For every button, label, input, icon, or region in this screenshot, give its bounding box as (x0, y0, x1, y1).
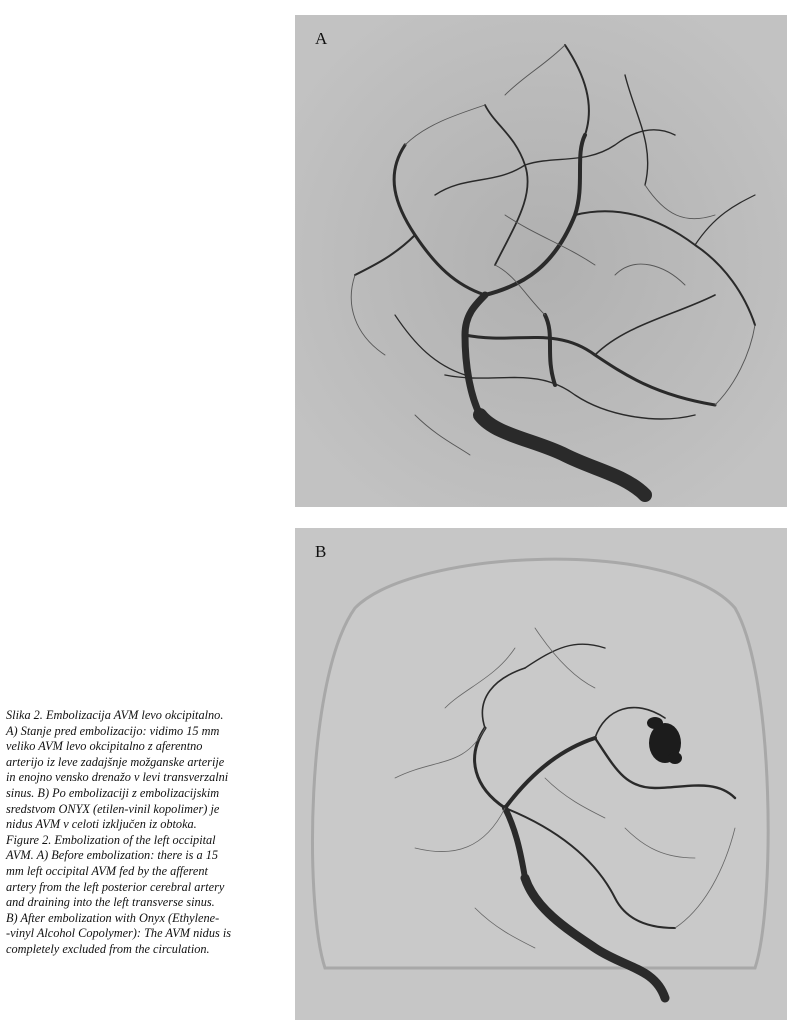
caption-line: Figure 2. Embolization of the left occipital (6, 832, 216, 847)
caption-line: artery from the left posterior cerebral artery (6, 879, 225, 894)
angiogram-panel-b (295, 528, 787, 1020)
angiogram-panel-a (295, 15, 787, 507)
caption-line: B) After embolization with Onyx (Ethylene- (6, 910, 220, 925)
caption-line: completely excluded from the circulation. (6, 941, 210, 956)
caption-line: -vinyl Alcohol Copolymer): The AVM nidus is (6, 926, 232, 941)
caption-line: AVM. A) Before embolization: there is a 15 (6, 848, 219, 863)
caption-line: sredstvom ONYX (etilen-vinil kopolimer) je (6, 801, 220, 816)
caption-line: arterijo iz leve zadajšnje možganske arterije (6, 754, 225, 769)
caption-line: in enojno vensko drenažo v levi transverzalni (6, 770, 229, 785)
caption-line: nidus AVM v celoti izključen iz obtoka. (6, 817, 197, 832)
angiogram-b-vessels (295, 528, 787, 1020)
figure-caption (6, 708, 288, 958)
caption-line: veliko AVM levo okcipitalno z aferentno (6, 739, 203, 754)
caption-line: A) Stanje pred embolizacijo: vidimo 15 mm (6, 723, 220, 738)
caption-line: and draining into the left transverse sinus. (6, 895, 215, 910)
caption-line: mm left occipital AVM fed by the afferent (6, 863, 208, 878)
panel-a-label: A (315, 29, 328, 48)
caption-line: Slika 2. Embolizacija AVM levo okcipitalno. (6, 708, 224, 722)
angiogram-a-vessels (295, 15, 787, 507)
panel-b-label: B (315, 542, 327, 561)
caption-line: sinus. B) Po embolizaciji z embolizacijskim (6, 785, 220, 800)
